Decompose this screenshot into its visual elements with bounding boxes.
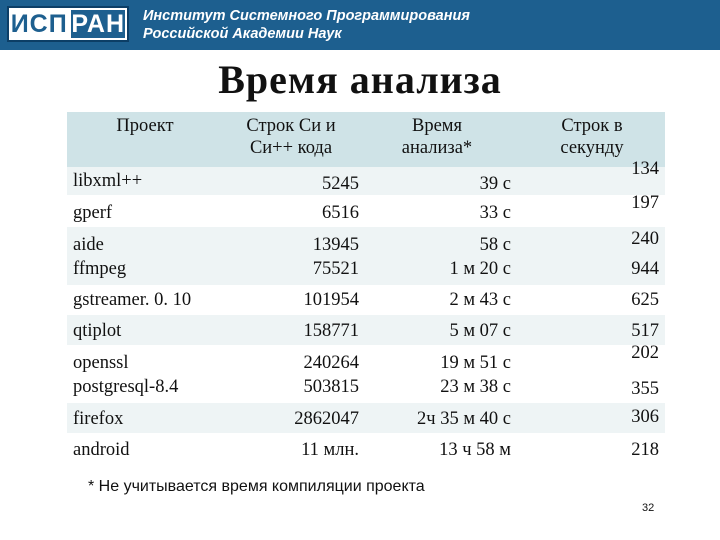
cell-project: android [73, 440, 130, 460]
cell-loc: 75521 [312, 259, 359, 279]
header-bar [0, 0, 720, 50]
cell-loc: 240264 [303, 353, 359, 373]
table-row [67, 159, 665, 195]
institute-name-line2: Российской Академии Наук [143, 26, 342, 42]
institute-name-line1: Институт Системного Программирования [143, 8, 470, 24]
cell-loc: 2862047 [294, 409, 359, 429]
page-number: 32 [642, 502, 655, 514]
cell-loc: 6516 [322, 203, 359, 223]
cell-rate: 134 [631, 159, 659, 179]
table-row [67, 373, 665, 403]
cell-rate: 517 [631, 321, 659, 341]
cell-time: 58 с [479, 235, 511, 255]
cell-time: 19 м 51 с [440, 353, 511, 373]
cell-project: firefox [73, 409, 124, 429]
table-row [67, 255, 665, 285]
cell-project: gstreamer. 0. 10 [73, 290, 192, 310]
table-header [67, 112, 665, 167]
cell-loc: 503815 [303, 377, 359, 397]
table-row [67, 195, 665, 227]
cell-time: 23 м 38 с [440, 377, 511, 397]
header-loc: Строк Си и Си++ кода [246, 116, 336, 158]
table-body [67, 159, 665, 469]
table-row [67, 227, 665, 255]
cell-time: 2ч 35 м 40 с [417, 409, 511, 429]
cell-loc: 5245 [322, 174, 359, 194]
cell-rate: 197 [631, 193, 659, 213]
cell-rate: 355 [631, 379, 659, 399]
cell-rate: 218 [631, 440, 659, 460]
header-rate: Строк в секунду [560, 116, 624, 158]
cell-project: qtiplot [73, 321, 122, 341]
cell-project: aide [73, 235, 104, 255]
cell-time: 2 м 43 с [449, 290, 511, 310]
cell-time: 1 м 20 с [449, 259, 511, 279]
cell-loc: 13945 [312, 235, 359, 255]
cell-rate: 202 [631, 343, 659, 363]
institute-name [143, 7, 470, 43]
footnote: * Не учитывается время компиляции проекта [88, 478, 425, 495]
cell-loc: 158771 [303, 321, 359, 341]
logo-text-right: РАН [71, 9, 125, 38]
cell-rate: 944 [631, 259, 659, 279]
cell-time: 33 с [479, 203, 511, 223]
logo-text-left: ИСП [9, 8, 69, 40]
cell-time: 13 ч 58 м [439, 440, 511, 460]
cell-project: postgresql-8.4 [73, 377, 179, 397]
cell-loc: 11 млн. [301, 440, 359, 460]
table-row [67, 433, 665, 469]
cell-time: 39 с [479, 174, 511, 194]
cell-rate: 240 [631, 229, 659, 249]
header-time: Время анализа* [401, 116, 473, 158]
cell-time: 5 м 07 с [449, 321, 511, 341]
header-project: Проект [116, 116, 174, 136]
cell-rate: 306 [631, 407, 659, 427]
cell-project: ffmpeg [73, 259, 127, 279]
cell-project: openssl [73, 353, 129, 373]
cell-loc: 101954 [303, 290, 359, 310]
analysis-time-table [67, 112, 665, 469]
ispras-logo [7, 6, 129, 42]
table-row [67, 315, 665, 345]
table-row [67, 285, 665, 315]
cell-rate: 625 [631, 290, 659, 310]
table-row [67, 345, 665, 373]
table-row [67, 403, 665, 433]
slide-title: Время анализа [218, 57, 502, 102]
cell-project: gperf [73, 203, 113, 223]
cell-project: libxml++ [73, 171, 143, 191]
